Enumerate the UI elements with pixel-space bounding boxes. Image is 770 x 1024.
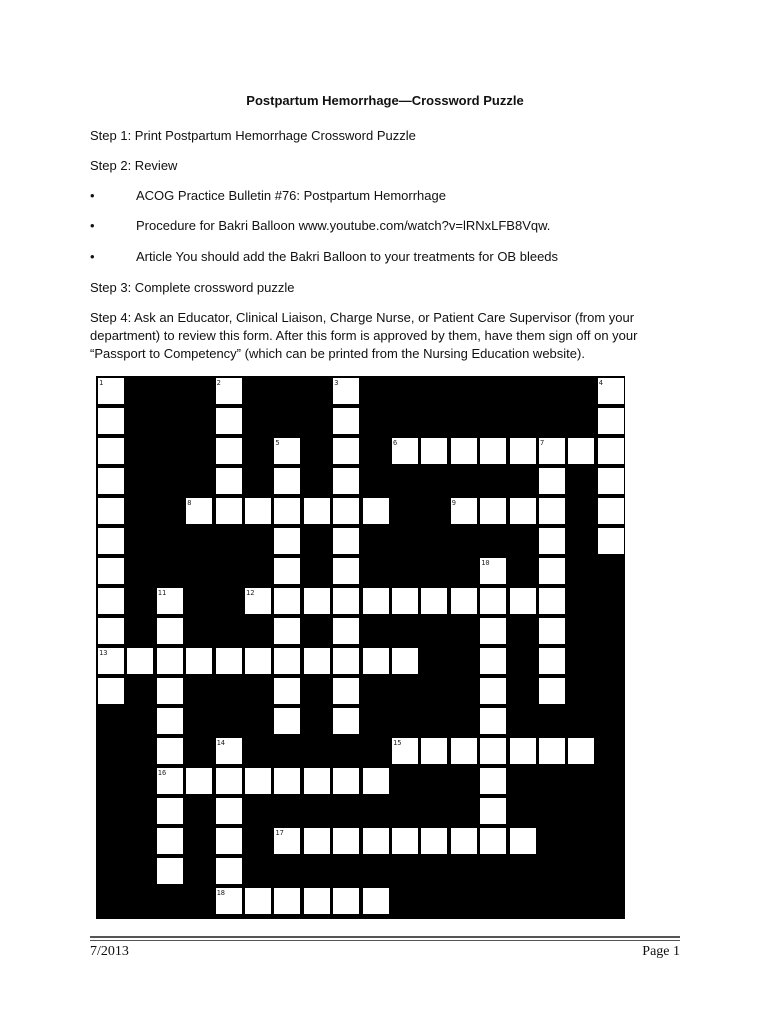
crossword-cell <box>98 558 124 584</box>
crossword-cell <box>157 858 183 884</box>
crossword-cell <box>157 708 183 734</box>
crossword-cell <box>510 828 536 854</box>
crossword-cell <box>98 498 124 524</box>
bullet-icon: • <box>90 249 95 264</box>
crossword-cell <box>98 618 124 644</box>
crossword-cell <box>216 438 242 464</box>
clue-number: 5 <box>275 439 280 447</box>
crossword-cell <box>274 648 300 674</box>
crossword-cell <box>216 498 242 524</box>
footer-page-number: Page 1 <box>642 944 680 959</box>
crossword-cell <box>363 768 389 794</box>
page-title: Postpartum Hemorrhage—Crossword Puzzle <box>246 93 524 108</box>
crossword-cell <box>274 558 300 584</box>
crossword-cell <box>363 498 389 524</box>
crossword-cell <box>274 528 300 554</box>
step-4 <box>90 309 680 363</box>
footer-date: 7/2013 <box>90 944 129 959</box>
crossword-cell <box>216 798 242 824</box>
crossword-cell <box>245 588 271 614</box>
crossword-cell <box>333 408 359 434</box>
crossword-cell <box>157 588 183 614</box>
crossword-cell <box>568 738 594 764</box>
clue-number: 15 <box>393 739 402 747</box>
crossword-cell <box>274 468 300 494</box>
crossword-cell <box>510 498 536 524</box>
clue-number: 12 <box>246 589 255 597</box>
clue-number: 4 <box>598 379 604 387</box>
crossword-cell <box>216 888 242 914</box>
crossword-cell <box>216 858 242 884</box>
crossword-cell <box>157 678 183 704</box>
step-2: Step 2: Review <box>90 158 178 173</box>
bullet-text: Article You should add the Bakri Balloon to your treatments for OB bleeds <box>136 249 559 264</box>
bullet-icon: • <box>90 218 95 233</box>
footer-divider <box>90 936 680 938</box>
crossword-cell <box>98 648 124 674</box>
crossword-cell <box>127 648 153 674</box>
crossword-cell <box>480 558 506 584</box>
step-1: Step 1: Print Postpartum Hemorrhage Crossword Puzzle <box>90 128 416 143</box>
crossword-cell <box>304 768 330 794</box>
crossword-cell <box>539 678 565 704</box>
crossword-cell <box>480 798 506 824</box>
crossword-cell <box>421 588 447 614</box>
crossword-cell <box>421 738 447 764</box>
crossword-cell <box>333 498 359 524</box>
crossword-cell <box>451 498 477 524</box>
crossword-cell <box>333 678 359 704</box>
crossword-cell <box>451 738 477 764</box>
crossword-cell <box>392 828 418 854</box>
crossword-cell <box>539 438 565 464</box>
footer-divider-thin <box>90 940 680 941</box>
crossword-cell <box>480 768 506 794</box>
clue-number: 2 <box>216 379 221 387</box>
crossword-cell <box>274 438 300 464</box>
crossword-cell <box>598 468 624 494</box>
crossword-cell <box>216 768 242 794</box>
crossword-cell <box>480 588 506 614</box>
step-3: Step 3: Complete crossword puzzle <box>90 280 295 295</box>
clue-number: 13 <box>99 649 108 657</box>
crossword-cell <box>451 438 477 464</box>
crossword-cell <box>157 828 183 854</box>
crossword-cell <box>333 648 359 674</box>
crossword-cell <box>216 408 242 434</box>
crossword-cell <box>157 648 183 674</box>
clue-number: 7 <box>540 439 545 447</box>
crossword-cell <box>598 498 624 524</box>
crossword-cell <box>186 768 212 794</box>
crossword-cell <box>480 648 506 674</box>
crossword-cell <box>186 648 212 674</box>
crossword-cell <box>598 378 624 404</box>
crossword-cell <box>480 618 506 644</box>
crossword-cell <box>274 888 300 914</box>
crossword-cell <box>304 828 330 854</box>
crossword-cell <box>304 888 330 914</box>
crossword-cell <box>539 498 565 524</box>
clue-number: 11 <box>157 589 167 597</box>
crossword-cell <box>539 738 565 764</box>
crossword-cell <box>480 828 506 854</box>
crossword-cell <box>274 588 300 614</box>
crossword-cell <box>157 738 183 764</box>
crossword-cell <box>451 828 477 854</box>
crossword-cell <box>245 888 271 914</box>
crossword-cell <box>98 438 124 464</box>
clue-number: 16 <box>157 769 167 777</box>
crossword-cell <box>98 528 124 554</box>
crossword-cell <box>216 828 242 854</box>
crossword-cell <box>333 768 359 794</box>
crossword-cell <box>480 738 506 764</box>
step-4-line: department) to review this form. After this form is approved by them, have them sign off on your <box>90 328 638 343</box>
crossword-cell <box>539 648 565 674</box>
bullet-text: Procedure for Bakri Balloon www.youtube.com/watch?v=lRNxLFB8Vqw. <box>136 218 551 233</box>
crossword-cell <box>480 678 506 704</box>
clue-number: 1 <box>99 379 104 387</box>
crossword-cell <box>451 588 477 614</box>
crossword-cell <box>245 648 271 674</box>
crossword-cell <box>157 798 183 824</box>
crossword-cell <box>157 768 183 794</box>
crossword-cell <box>304 648 330 674</box>
clue-number: 9 <box>451 499 457 507</box>
crossword-cell <box>510 738 536 764</box>
crossword-cell <box>333 438 359 464</box>
crossword-grid <box>96 376 625 919</box>
crossword-cell <box>363 588 389 614</box>
crossword-cell <box>274 498 300 524</box>
crossword-cell <box>274 828 300 854</box>
step-4-line: “Passport to Competency” (which can be printed from the Nursing Education website). <box>90 346 585 361</box>
crossword-cell <box>333 528 359 554</box>
crossword-cell <box>363 828 389 854</box>
crossword-cell <box>598 438 624 464</box>
crossword-cell <box>480 498 506 524</box>
clue-number: 17 <box>275 829 284 837</box>
crossword-cell <box>392 648 418 674</box>
crossword-cell <box>539 468 565 494</box>
crossword-cell <box>216 738 242 764</box>
crossword-cell <box>598 528 624 554</box>
crossword-cell <box>480 438 506 464</box>
crossword-cell <box>421 438 447 464</box>
crossword-cell <box>392 738 418 764</box>
crossword-cell <box>510 588 536 614</box>
crossword-cell <box>333 378 359 404</box>
clue-number: 8 <box>187 499 192 507</box>
crossword-cell <box>333 828 359 854</box>
crossword-cell <box>216 648 242 674</box>
crossword-cell <box>539 618 565 644</box>
crossword-cell <box>539 558 565 584</box>
crossword-cell <box>245 498 271 524</box>
crossword-cell <box>568 438 594 464</box>
crossword-cell <box>98 468 124 494</box>
crossword-cell <box>304 498 330 524</box>
crossword-cell <box>98 588 124 614</box>
crossword-cell <box>98 678 124 704</box>
crossword-cell <box>333 618 359 644</box>
crossword-cell <box>216 378 242 404</box>
crossword-cell <box>274 768 300 794</box>
crossword-cell <box>480 708 506 734</box>
crossword-cell <box>304 588 330 614</box>
crossword-cell <box>157 618 183 644</box>
crossword-cell <box>539 588 565 614</box>
crossword-cell <box>274 678 300 704</box>
crossword-cell <box>98 378 124 404</box>
crossword-cell <box>421 828 447 854</box>
clue-number: 18 <box>216 889 226 897</box>
crossword-cell <box>392 438 418 464</box>
crossword-cell <box>392 588 418 614</box>
crossword-cell <box>539 528 565 554</box>
step-4-line: Step 4: Ask an Educator, Clinical Liaison, Charge Nurse, or Patient Care Supervisor (from your <box>90 310 635 325</box>
clue-number: 6 <box>393 439 398 447</box>
crossword-cell <box>598 408 624 434</box>
crossword-cell <box>363 888 389 914</box>
crossword-cell <box>274 708 300 734</box>
crossword-cell <box>274 618 300 644</box>
crossword-cell <box>186 498 212 524</box>
crossword-cell <box>510 438 536 464</box>
crossword-cell <box>333 468 359 494</box>
crossword-cell <box>363 648 389 674</box>
crossword-cell <box>333 708 359 734</box>
clue-number: 3 <box>334 379 339 387</box>
crossword-cell <box>333 588 359 614</box>
crossword-cell <box>333 888 359 914</box>
clue-number: 14 <box>216 739 226 747</box>
crossword-cell <box>216 468 242 494</box>
crossword-cell <box>98 408 124 434</box>
crossword-cell <box>333 558 359 584</box>
crossword-cell <box>245 768 271 794</box>
bullet-text: ACOG Practice Bulletin #76: Postpartum Hemorrhage <box>136 188 446 203</box>
clue-number: 10 <box>481 559 490 567</box>
bullet-icon: • <box>90 188 95 203</box>
